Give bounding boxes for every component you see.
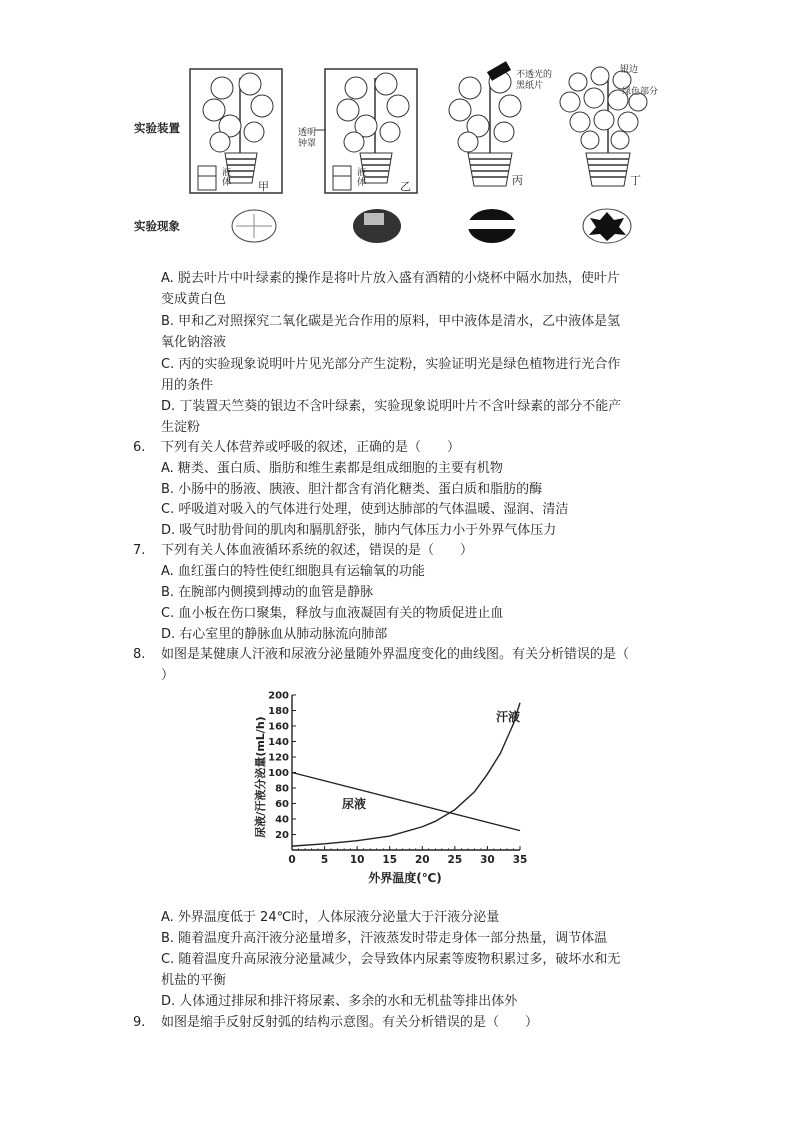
q7-number: 7. <box>133 543 146 558</box>
y-tick-label: 200 <box>268 690 289 702</box>
q5-option-a-line2: 变成黄白色 <box>161 292 227 307</box>
apparatus-name-ding: 丁 <box>630 174 641 187</box>
y-tick-label: 20 <box>275 830 289 841</box>
q7-stem: 下列有关人体血液循环系统的叙述，错误的是（ ） <box>161 543 474 558</box>
q5-option-c-line2: 用的条件 <box>161 378 214 393</box>
q5-option-c-line1: C. 丙的实验现象说明叶片见光部分产生淀粉，实验证明光是绿色植物进行光合作 <box>161 357 621 372</box>
y-tick-label: 40 <box>275 814 289 826</box>
q9-stem: 如图是缩手反射反射弧的结构示意图。有关分析错误的是（ ） <box>161 1015 539 1030</box>
bell-label <box>298 128 316 150</box>
x-tick-label: 35 <box>512 854 528 866</box>
sweat-urine-chart <box>250 685 540 890</box>
result-leaf-yi <box>353 209 401 243</box>
chart-axes <box>292 695 520 850</box>
q6-stem: 下列有关人体营养或呼吸的叙述，正确的是（ ） <box>161 440 461 455</box>
y-tick-label: 60 <box>275 799 289 810</box>
q9-number: 9. <box>133 1015 146 1030</box>
apparatus-bing <box>449 61 521 186</box>
q5-option-d-line1: D. 丁装置天竺葵的银边不含叶绿素，实验现象说明叶片不含叶绿素的部分不能产 <box>161 399 622 414</box>
q5-option-a-line1: A. 脱去叶片中叶绿素的操作是将叶片放入盛有酒精的小烧杯中隔水加热，使叶片 <box>161 271 620 286</box>
label-setup: 实验装置 <box>134 121 180 135</box>
green-label: 绿色部分 <box>622 87 659 97</box>
result-leaf-jia <box>232 210 276 242</box>
silver-label: 银边 <box>620 65 639 75</box>
apparatus-jia <box>190 69 282 193</box>
q5-option-b-line1: B. 甲和乙对照探究二氧化碳是光合作用的原料，甲中液体是清水，乙中液体是氢 <box>161 314 621 329</box>
paper-label-line2: 黑纸片 <box>516 81 544 91</box>
chart-lines <box>292 703 520 846</box>
experiment-figure <box>130 58 670 248</box>
label-result: 实验现象 <box>134 219 180 233</box>
q6-option-a: A. 糖类、蛋白质、脂肪和维生素都是组成细胞的主要有机物 <box>161 461 503 476</box>
q8-option-c-line1: C. 随着温度升高尿液分泌量减少，会导致体内尿素等废物积累过多，破坏水和无 <box>161 952 621 967</box>
q8-option-c-line2: 机盐的平衡 <box>161 973 227 988</box>
paper-label <box>516 70 552 92</box>
x-tick-label: 20 <box>414 854 430 866</box>
q6-option-b: B. 小肠中的肠液、胰液、胆汁都含有消化糖类、蛋白质和脂肪的酶 <box>161 482 543 497</box>
x-tick-label: 10 <box>349 854 365 866</box>
y-tick-label: 120 <box>268 752 289 764</box>
x-tick-label: 30 <box>480 854 495 866</box>
paper-label-line1: 不透光的 <box>516 70 553 80</box>
q6-number: 6. <box>133 440 146 455</box>
q7-option-d: D. 右心室里的静脉血从肺动脉流向肺部 <box>161 627 388 642</box>
urine-line <box>292 773 520 831</box>
experiment-figure-svg <box>130 58 670 248</box>
series-label-sweat: 汗液 <box>496 710 521 724</box>
sweat-line <box>292 703 520 846</box>
chart-ylabel: 尿液/汗液分泌量(mL/h) <box>254 716 267 838</box>
q6-option-d: D. 吸气时肋骨间的肌肉和膈肌舒张，肺内气体压力小于外界气体压力 <box>161 523 557 538</box>
x-tick-label: 15 <box>382 854 398 866</box>
liquid-label-yi: 液体 <box>357 168 367 188</box>
apparatus-name-jia: 甲 <box>258 180 269 193</box>
x-tick-label: 25 <box>447 854 463 866</box>
q8-stem-line1: 如图是某健康人汗液和尿液分泌量随外界温度变化的曲线图。有关分析错误的是（ <box>161 647 630 662</box>
x-tick-label: 0 <box>288 854 296 866</box>
q5-option-b-line2: 氧化钠溶液 <box>161 335 227 350</box>
series-label-urine: 尿液 <box>342 797 367 811</box>
q5-option-d-line2: 生淀粉 <box>161 420 201 435</box>
result-leaf-ding <box>583 209 631 243</box>
q8-stem-line2: ） <box>161 668 175 683</box>
q8-option-b: B. 随着温度升高汗液分泌量增多，汗液蒸发时带走身体一部分热量，调节体温 <box>161 931 608 946</box>
bell-label-line1: 透明 <box>298 128 317 138</box>
q7-option-b: B. 在腕部内侧摸到搏动的血管是静脉 <box>161 585 374 600</box>
apparatus-name-bing: 丙 <box>512 174 523 187</box>
q7-option-c: C. 血小板在伤口聚集，释放与血液凝固有关的物质促进止血 <box>161 606 504 621</box>
q8-number: 8. <box>133 647 146 662</box>
q6-option-c: C. 呼吸道对吸入的气体进行处理，使到达肺部的气体温暖、湿润、清洁 <box>161 502 569 517</box>
y-tick-label: 80 <box>275 783 289 795</box>
y-tick-label: 160 <box>268 721 289 733</box>
liquid-label-jia: 液体 <box>222 168 232 188</box>
q8-option-a: A. 外界温度低于 24℃时，人体尿液分泌量大于汗液分泌量 <box>161 910 500 925</box>
chart-svg <box>250 685 540 890</box>
q8-option-d: D. 人体通过排尿和排汗将尿素、多余的水和无机盐等排出体外 <box>161 994 518 1009</box>
y-tick-label: 180 <box>268 706 289 717</box>
y-tick-label: 100 <box>268 768 289 779</box>
chart-ticks <box>268 691 527 867</box>
result-leaf-bing <box>468 209 516 243</box>
q7-option-a: A. 血红蛋白的特性使红细胞具有运输氧的功能 <box>161 564 425 579</box>
apparatus-name-yi: 乙 <box>400 180 411 193</box>
y-tick-label: 140 <box>268 737 289 748</box>
bell-label-line2: 钟罩 <box>298 139 317 149</box>
chart-xlabel: 外界温度(℃) <box>368 871 442 885</box>
x-tick-label: 5 <box>320 854 329 866</box>
